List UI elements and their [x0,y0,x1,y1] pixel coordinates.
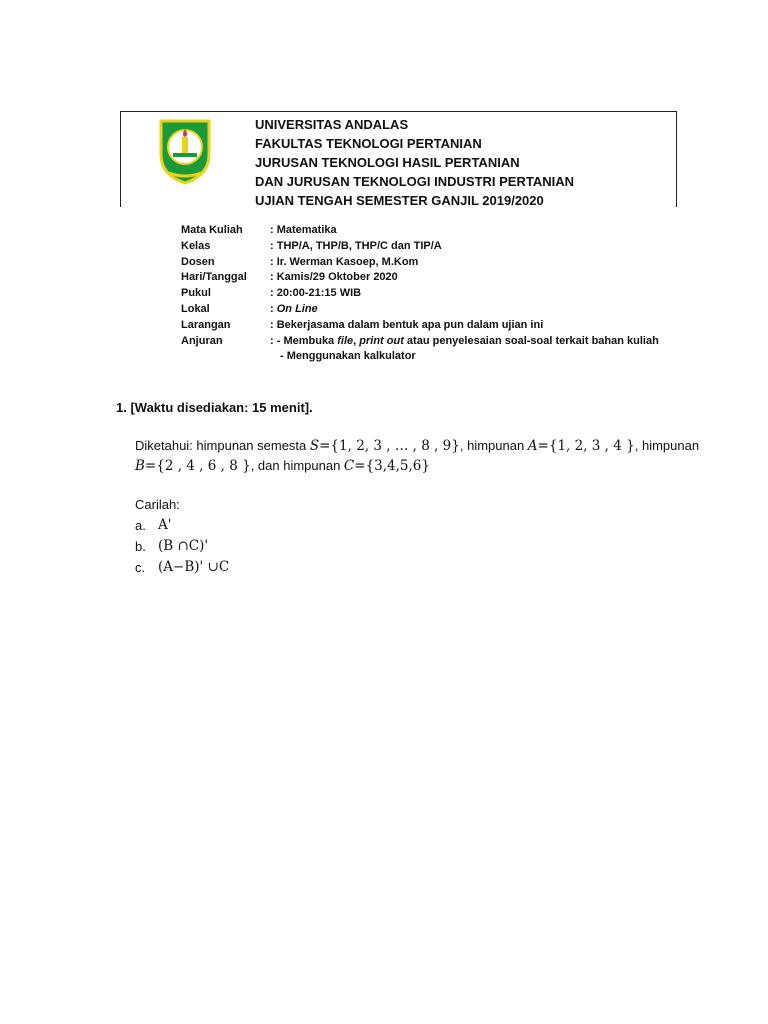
anjuran-text: atau penyelesaian soal-soal terkait bahan kuliah [403,334,659,347]
info-value: : 20:00-21:15 WIB [270,287,362,300]
set-members: ={3,4,5,6} [354,458,430,474]
set-members: ={1, 2, 3 , … , 8 , 9} [319,438,460,454]
subquestion-list [135,494,229,578]
anjuran-text: , [353,334,360,347]
subquestion-item [135,515,229,536]
info-label: Hari/Tanggal [181,271,247,284]
header-line: FAKULTAS TEKNOLOGI PERTANIAN [255,136,482,151]
info-label: Anjuran [181,334,223,347]
info-row [181,302,659,318]
set-label: A [527,438,538,454]
subquestion-letter: c. [135,560,146,575]
info-label: Kelas [181,239,211,252]
exam-info-table [181,223,659,365]
subquestion-item [135,557,229,578]
info-value-italic: On Line [276,302,318,315]
header-line: UJIAN TENGAH SEMESTER GANJIL 2019/2020 [255,193,544,208]
info-label: Lokal [181,302,210,315]
subquestion-expression: (A−B)' ∪C [158,559,230,575]
exam-header [120,111,677,207]
question-line [135,436,699,456]
info-row-anjuran [181,334,659,350]
set-s [310,438,460,454]
info-row [181,239,659,255]
anjuran-italic: print out [359,334,404,347]
header-line: UNIVERSITAS ANDALAS [255,117,409,132]
ask-label: Carilah: [135,497,180,512]
info-row [181,270,659,286]
question-line [135,456,699,476]
info-value: : Matematika [270,224,337,236]
question-body [135,436,699,476]
question-title: 1. [Waktu disediakan: 15 menit]. [116,400,313,415]
set-label: C [343,458,355,474]
info-row [181,318,659,334]
info-value: : THP/A, THP/B, THP/C dan TIP/A [270,239,442,252]
info-label: Dosen [181,255,215,268]
anjuran-text: : - Membuka [270,334,338,347]
anjuran-line2: - Menggunakan kalkulator [280,350,416,363]
info-value [270,302,318,318]
info-row [181,223,659,239]
subquestion-letter: b. [135,539,146,554]
info-value: : Bekerjasama dalam bentuk apa pun dalam ujian ini [270,318,544,331]
info-value: : Kamis/29 Oktober 2020 [270,271,398,284]
info-value-prefix: : [270,302,277,315]
subquestion-expression: A' [158,517,172,533]
set-members: ={2 , 4 , 6 , 8 } [144,458,251,474]
header-title-lines [255,115,574,210]
question-text: , himpunan [459,438,528,453]
info-row [181,286,659,302]
info-row-continued [181,349,659,365]
anjuran-italic: file [337,334,354,347]
info-value [270,334,659,350]
subquestion-expression: (B ∩C)' [158,538,209,554]
question-text: , dan himpunan [250,458,344,473]
info-row [181,255,659,271]
set-b [135,458,251,474]
question-text: , himpunan [634,438,700,453]
question-text: Diketahui: himpunan semesta [135,438,310,453]
header-line: DAN JURUSAN TEKNOLOGI INDUSTRI PERTANIAN [255,174,574,189]
set-c [344,458,430,474]
set-members: ={1, 2, 3 , 4 } [537,438,635,454]
set-label: S [309,438,320,454]
university-logo-icon [155,115,215,185]
subquestion-letter: a. [135,518,146,533]
header-line: JURUSAN TEKNOLOGI HASIL PERTANIAN [255,155,520,170]
set-label: B [135,458,145,474]
info-label: Larangan [181,318,231,331]
subquestion-item [135,536,229,557]
info-value: : Ir. Werman Kasoep, M.Kom [270,255,419,268]
info-label: Pukul [181,287,211,300]
info-label: Mata Kuliah [181,224,243,236]
set-a [528,438,635,454]
